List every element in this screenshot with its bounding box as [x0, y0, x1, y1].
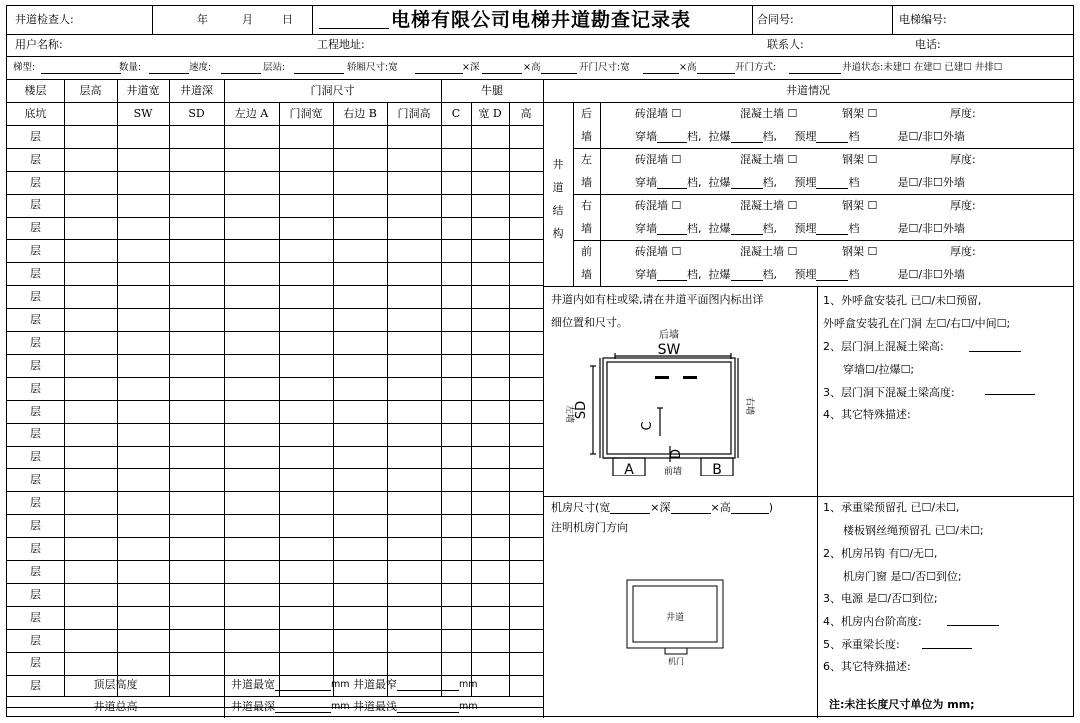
form-title: 电梯有限公司电梯井道勘查记录表 [391, 8, 692, 31]
shaft-inner-outline [607, 362, 731, 454]
floor-row-label: 层 [30, 610, 41, 624]
steel-frame-option[interactable]: 钢架 ☐ [842, 152, 878, 166]
machine-room-depth-label: ×深 [650, 501, 671, 515]
through-wall-label: 穿墙 [635, 221, 657, 235]
year-label: 年 [197, 13, 208, 27]
through-wall-blank[interactable] [657, 223, 687, 235]
fill-blank[interactable] [41, 73, 121, 74]
c-plan-label: C [640, 421, 655, 431]
brick-wall-option[interactable]: 砖混墙 ☐ [635, 244, 682, 258]
thickness-label: 厚度: [950, 244, 976, 258]
fill-blank[interactable] [482, 73, 522, 74]
embed-label: 预埋 [794, 221, 817, 235]
grid-line [7, 239, 543, 240]
mm-unit: mm [331, 679, 350, 691]
shaft-width-summary[interactable] [231, 675, 543, 695]
sd-plan-label: SD [574, 400, 589, 420]
min-width-blank[interactable] [397, 679, 459, 691]
steel-frame-option[interactable]: 钢架 ☐ [842, 198, 878, 212]
brick-wall-option[interactable]: 砖混墙 ☐ [635, 106, 682, 120]
column-mark [683, 376, 697, 379]
floor-row-label: 层 [30, 175, 41, 189]
shaft-width-header: 井道宽 [126, 83, 160, 97]
floor-height-header: 层高 [79, 83, 102, 97]
machine-room-door-note: 注明机房门方向 [551, 521, 628, 535]
wall-name-char: 右 [581, 198, 592, 212]
c-label: C [451, 106, 461, 120]
thickness-label: 厚度: [950, 106, 976, 120]
lower-beam-height-blank[interactable] [985, 394, 1035, 395]
grid-line [7, 652, 543, 653]
quantity-label: 数量: [119, 61, 142, 73]
door-label: 机门 [668, 657, 684, 666]
door-size-label: 开门尺寸:宽 [579, 61, 630, 73]
machine-room-item-7[interactable]: 6、其它特殊描述: [823, 660, 911, 674]
pull-bolt-label: 拉爆 [708, 221, 731, 235]
grid-line [543, 286, 1073, 287]
machine-room-diagram [619, 576, 729, 666]
structure-char: 井 [552, 157, 564, 171]
grid-line [7, 400, 543, 401]
grid-line [7, 194, 543, 195]
mm-unit: mm [459, 701, 478, 713]
grid-line [7, 308, 543, 309]
pull-bolt-label: 拉爆 [708, 129, 731, 143]
tier-label: 档, [687, 175, 702, 189]
floor-row-label: 层 [30, 335, 41, 349]
through-wall-blank[interactable] [657, 177, 687, 189]
machine-room-door [665, 648, 687, 654]
tier-label: 档, [762, 221, 777, 235]
wall-anchor-line[interactable] [635, 125, 1073, 148]
machine-room-item-3[interactable]: 机房门窗 是☐/否☐到位; [843, 570, 962, 584]
paren-close: ) [768, 501, 774, 515]
car-size-label: 轿厢尺寸:宽 [347, 61, 398, 73]
tier-label: 档, [687, 129, 702, 143]
pit-label: 底坑 [24, 106, 47, 120]
fill-blank[interactable] [697, 73, 735, 74]
project-address-label: 工程地址: [317, 38, 365, 52]
door-height-col-label: 门洞高 [397, 106, 431, 120]
right-wall-label: 右墙 [744, 396, 754, 416]
min-depth-blank[interactable] [397, 701, 459, 713]
machine-room-item-2[interactable]: 2、机房吊钩 有☐/无☐, [823, 547, 938, 561]
grid-line [7, 34, 1073, 35]
tier-label: 档, [687, 267, 702, 281]
concrete-wall-option[interactable]: 混凝土墙 ☐ [740, 106, 798, 120]
car-depth-label: ×深 [462, 61, 480, 73]
grid-line [752, 6, 753, 34]
tier-label: 档, [687, 221, 702, 235]
grid-line [7, 468, 543, 469]
grid-line [7, 148, 543, 149]
grid-line [7, 583, 543, 584]
fill-blank[interactable] [643, 73, 679, 74]
floor-row-label: 层 [30, 129, 41, 143]
floor-row-label: 层 [30, 633, 41, 647]
mm-unit: mm [459, 679, 478, 691]
wall-name-char: 后 [581, 106, 592, 120]
max-depth-blank[interactable] [275, 701, 331, 713]
door-size-header: 门洞尺寸 [310, 83, 355, 97]
day-label: 日 [282, 13, 293, 27]
wall-name-char: 前 [581, 244, 592, 258]
contact-label: 联系人: [767, 38, 804, 52]
machine-room-item-5[interactable]: 4、机房内台阶高度: [823, 615, 922, 629]
pull-bolt-blank[interactable] [731, 269, 763, 281]
max-width-blank[interactable] [275, 679, 331, 691]
concrete-wall-option[interactable]: 混凝土墙 ☐ [740, 152, 798, 166]
embed-blank[interactable] [816, 177, 848, 189]
front-wall-label: 前墙 [663, 467, 683, 476]
floor-header: 楼层 [24, 83, 47, 97]
steel-frame-option[interactable]: 钢架 ☐ [842, 244, 878, 258]
shaft-item-5[interactable]: 4、其它特殊描述: [823, 408, 911, 422]
contract-no-label: 合同号: [757, 13, 794, 27]
embed-label: 预埋 [794, 129, 817, 143]
floor-row-label: 层 [30, 152, 41, 166]
fill-blank[interactable] [149, 73, 189, 74]
floor-row-label: 层 [30, 427, 41, 441]
elevator-no-label: 电梯编号: [899, 13, 947, 27]
thickness-label: 厚度: [950, 152, 976, 166]
grid-line [152, 6, 153, 34]
floor-row-label: 层 [30, 679, 41, 693]
fill-blank[interactable] [221, 73, 261, 74]
outer-wall-option[interactable]: 是☐/非☐外墙 [897, 267, 965, 281]
b-plan-label: B [712, 462, 722, 476]
shaft-depth-summary[interactable] [231, 697, 543, 717]
fill-blank[interactable] [294, 73, 344, 74]
back-wall-label: 后墙 [659, 330, 679, 341]
tier-label: 档 [848, 175, 860, 189]
tier-label: 档 [848, 221, 860, 235]
outer-wall-option[interactable]: 是☐/非☐外墙 [897, 175, 965, 189]
through-wall-blank[interactable] [657, 269, 687, 281]
max-width-label: 井道最宽 [231, 678, 275, 692]
sd-label: SD [188, 106, 205, 120]
min-width-label: 井道最窄 [353, 678, 398, 692]
floor-row-label: 层 [30, 198, 41, 212]
total-shaft-height-label: 井道总高 [93, 700, 138, 714]
height-label: 高 [520, 106, 532, 120]
concrete-wall-option[interactable]: 混凝土墙 ☐ [740, 198, 798, 212]
structure-char: 道 [552, 180, 564, 194]
shaft-item-2[interactable]: 2、层门洞上混凝土梁高: [823, 340, 944, 354]
structure-char: 结 [552, 203, 564, 217]
unit-note: 注:未注长度尺寸单位为 mm; [829, 698, 975, 712]
grid-line [7, 285, 543, 286]
grid-line [817, 286, 818, 718]
max-depth-label: 井道最深 [231, 700, 275, 714]
grid-line [7, 606, 543, 607]
plan-note-line2: 细位置和尺寸。 [551, 316, 628, 330]
shaft-item-0[interactable]: 1、外呼盒安装孔 已☐/未☐预留, [823, 294, 982, 308]
grid-line [7, 262, 543, 263]
grid-line [7, 125, 543, 126]
left-wall-label: 左墙 [564, 404, 574, 424]
company-blank[interactable] [319, 28, 389, 29]
machine-room-item-0[interactable]: 1、承重梁预留孔 已☐/未☐, [823, 501, 960, 515]
speed-label: 速度: [189, 61, 212, 73]
wall-name-char: 左 [581, 152, 592, 166]
brick-wall-option[interactable]: 砖混墙 ☐ [635, 152, 682, 166]
shaft-depth-header: 井道深 [180, 83, 213, 97]
shaft-plan-diagram [555, 326, 755, 476]
step-height-blank[interactable] [947, 625, 999, 626]
min-depth-label: 井道最浅 [353, 700, 398, 714]
machine-room-height-blank[interactable] [731, 502, 769, 514]
grid-line [7, 217, 543, 218]
floor-row-label: 层 [30, 587, 41, 601]
survey-form [6, 5, 1074, 717]
machine-room-width-label: 机房尺寸(宽 [551, 501, 611, 515]
machine-room-size[interactable] [551, 497, 815, 519]
grid-line [312, 6, 313, 34]
through-wall-blank[interactable] [657, 131, 687, 143]
embed-blank[interactable] [816, 131, 848, 143]
floor-row-label: 层 [30, 312, 41, 326]
machine-room-item-4[interactable]: 3、电源 是☐/否☐到位; [823, 592, 938, 606]
sw-plan-label: SW [657, 342, 681, 358]
floor-row-label: 层 [30, 290, 41, 304]
door-mode-label: 开门方式: [735, 61, 777, 73]
outer-wall-option[interactable]: 是☐/非☐外墙 [897, 221, 965, 235]
grid-line [224, 79, 225, 718]
pull-bolt-label: 拉爆 [708, 267, 731, 281]
concrete-wall-option[interactable]: 混凝土墙 ☐ [740, 244, 798, 258]
embed-label: 预埋 [794, 175, 817, 189]
machine-room-width-blank[interactable] [610, 502, 650, 514]
shaft-state-options[interactable]: 井道状态:未建☐ 在建☐ 已建☐ 井排☐ [842, 61, 1003, 73]
floor-row-label: 层 [30, 404, 41, 418]
month-label: 月 [242, 13, 253, 27]
grid-line [7, 514, 543, 515]
through-wall-label: 穿墙 [635, 267, 657, 281]
pull-bolt-blank[interactable] [731, 131, 763, 143]
wall-name-char: 墙 [581, 221, 592, 235]
fill-blank[interactable] [541, 73, 577, 74]
steel-frame-option[interactable]: 钢架 ☐ [842, 106, 878, 120]
tier-label: 档, [762, 129, 777, 143]
inspector-label: 井道检查人: [15, 13, 74, 27]
room-label: 井道 [665, 613, 685, 623]
floor-row-label: 层 [30, 267, 41, 281]
brick-wall-option[interactable]: 砖混墙 ☐ [635, 198, 682, 212]
embed-label: 预埋 [794, 267, 817, 281]
plan-note-line1: 井道内如有柱或梁,请在井道平面图内标出详 [551, 293, 764, 307]
a-plan-label: A [624, 462, 634, 476]
grid-line [7, 423, 543, 424]
floor-row-label: 层 [30, 450, 41, 464]
floor-row-label: 层 [30, 541, 41, 555]
wall-name-char: 墙 [581, 129, 592, 143]
elevator-model-label: 梯型: [13, 61, 36, 73]
left-a-label: 左边 A [234, 106, 269, 120]
structure-char: 构 [552, 226, 564, 240]
wall-name-char: 墙 [581, 267, 592, 281]
door-beam-height-blank[interactable] [969, 351, 1021, 352]
phone-label: 电话: [915, 38, 941, 52]
shaft-condition-header: 井道情况 [786, 83, 830, 97]
machine-room-item-6[interactable]: 5、承重梁长度: [823, 638, 900, 652]
thickness-label: 厚度: [950, 198, 976, 212]
embed-blank[interactable] [816, 269, 848, 281]
shaft-item-3[interactable]: 穿墙☐/拉爆☐; [843, 363, 915, 377]
sw-label: SW [133, 106, 153, 120]
wall-name-char: 墙 [581, 175, 592, 189]
floor-row-label: 层 [30, 473, 41, 487]
shaft-item-1[interactable]: 外呼盒安装孔在门洞 左☐/右☐/中间☐; [823, 317, 1011, 331]
machine-room-height-label: ×高 [710, 501, 731, 515]
grid-line [892, 6, 893, 34]
car-height-label: ×高 [523, 61, 541, 73]
door-width-label: 门洞宽 [289, 106, 323, 120]
floor-row-label: 层 [30, 221, 41, 235]
floor-row-label: 层 [30, 244, 41, 258]
wall-anchor-line[interactable] [635, 217, 1073, 240]
wall-anchor-line[interactable] [635, 171, 1073, 194]
grid-line [7, 537, 543, 538]
through-wall-label: 穿墙 [635, 175, 657, 189]
shaft-item-4[interactable]: 3、层门洞下混凝土梁高度: [823, 386, 955, 400]
fill-blank[interactable] [789, 73, 841, 74]
floor-row-label: 层 [30, 564, 41, 578]
grid-line [7, 171, 543, 172]
through-wall-label: 穿墙 [635, 129, 657, 143]
grid-line [7, 560, 543, 561]
floor-row-label: 层 [30, 496, 41, 510]
pull-bolt-label: 拉爆 [708, 175, 731, 189]
beam-length-blank[interactable] [922, 648, 972, 649]
column-mark [655, 376, 669, 379]
embed-blank[interactable] [816, 223, 848, 235]
floor-row-label: 层 [30, 358, 41, 372]
tier-label: 档 [848, 267, 860, 281]
pull-bolt-blank[interactable] [731, 177, 763, 189]
machine-room-item-1[interactable]: 楼板钢丝绳预留孔 已☐/未☐; [843, 524, 984, 538]
grid-line [7, 354, 543, 355]
shaft-outline [603, 358, 735, 458]
stops-label: 层站: [263, 61, 286, 73]
outer-wall-option[interactable]: 是☐/非☐外墙 [897, 129, 965, 143]
d-plan-label: D [669, 448, 684, 460]
grid-line [7, 331, 543, 332]
grid-line [7, 491, 543, 492]
mm-unit: mm [331, 701, 350, 713]
tier-label: 档, [762, 267, 777, 281]
tier-label: 档, [762, 175, 777, 189]
pull-bolt-blank[interactable] [731, 223, 763, 235]
grid-line [7, 377, 543, 378]
floor-row-label: 层 [30, 519, 41, 533]
wall-anchor-line[interactable] [635, 263, 1073, 286]
door-height-label: ×高 [679, 61, 697, 73]
machine-room-depth-blank[interactable] [671, 502, 711, 514]
tier-label: 档 [848, 129, 860, 143]
right-b-label: 右边 B [343, 106, 377, 120]
floor-row-label: 层 [30, 381, 41, 395]
grid-line [7, 446, 543, 447]
grid-line [7, 629, 543, 630]
corbel-header: 牛腿 [481, 83, 503, 97]
top-floor-height-label: 顶层高度 [93, 678, 138, 692]
user-name-label: 用户名称: [15, 38, 63, 52]
fill-blank[interactable] [415, 73, 463, 74]
floor-row-label: 层 [30, 656, 41, 670]
width-d-label: 宽 D [478, 106, 502, 120]
